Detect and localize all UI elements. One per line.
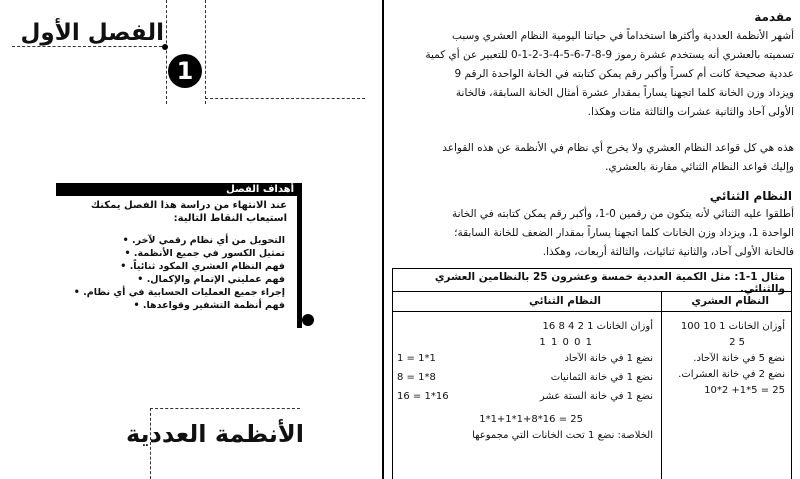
binary-heading: النظام الثنائي [709, 189, 792, 203]
decimal-column [665, 319, 785, 399]
binary-step-row [397, 370, 653, 389]
binary-weights: أوزان الخانات 1 2 4 8 16 [542, 321, 653, 332]
goals-list [65, 234, 285, 312]
text-line: الواحدة 1، ويزداد وزن الخانات كلما اتجهنا يساراً بمقدار الضعف للخانة السابقة؛ [454, 227, 794, 239]
goals-dot [302, 314, 314, 326]
guide-line [150, 408, 300, 409]
goal-item: إجراء جميع العمليات الحسابية في أي نظام. • [65, 286, 285, 299]
intro-heading: مقدمة [754, 10, 792, 24]
intro-paragraph [396, 27, 794, 122]
binary-step: نضع 1 في خانة الآحاد [564, 353, 653, 364]
text-line: أطلقوا عليه الثنائي لأنه يتكون من رقمين 0-1، وأكبر رقم يمكن كتابته في الخانة [451, 208, 794, 220]
binary-calc: 1*1 = 1 [397, 353, 436, 364]
text-line: هذه هي كل قواعد النظام العشري ولا يخرج أي نظام في الأنظمة عن هذه القواعد [442, 142, 794, 154]
text-line: ويزداد وزن الخانة كلما اتجهنا يساراً بمقدار عشرة أمثال الخانة السابقة، فالخانة [455, 87, 794, 99]
column-divider [661, 291, 662, 479]
right-page [382, 0, 800, 479]
binary-step: نضع 1 في خانة الستة عشر [539, 391, 653, 402]
decimal-sum: 25 = 5*1+ 2*10 [704, 385, 785, 396]
text-line: تسميته بالعشري أنه يستخدم عشرة رموز 9-8-7-6-5-4-3-2-1-0 للتعبير عن أي كمية [425, 49, 794, 61]
binary-digits: 1 0 0 1 1 [539, 337, 593, 348]
binary-conclusion: الخلاصة: نضع 1 تحت الخانات التي مجموعها [472, 430, 653, 441]
guide-line [205, 98, 365, 99]
binary-calc: 8*1 = 8 [397, 372, 436, 383]
goals-header: أهداف الفصل [56, 183, 302, 196]
binary-header: النظام الثنائي [529, 295, 601, 307]
text-line: الأولى آحاد والثانية عشرات والثالثة مئات وهكذا. [587, 106, 794, 118]
goal-item: التحويل من أي نظام رقمي لآخر. • [65, 234, 285, 247]
goal-item: فهم أنظمة التشفير وقواعدها. • [65, 299, 285, 312]
binary-paragraph [396, 205, 794, 262]
binary-calc: 16*1 = 16 [397, 391, 449, 402]
binary-sum: 25 = 16*1+8*1+1*1 [479, 414, 583, 425]
decimal-weights: أوزان الخانات 1 10 100 [680, 321, 785, 332]
goals-box [56, 196, 302, 328]
decimal-step: نضع 2 في خانة العشرات. [678, 369, 785, 380]
goals-intro: عند الانتهاء من دراسة هذا الفصل يمكنك استيعاب النقاط التالية: [90, 200, 287, 224]
text-line: عددية صحيحة كانت أم كسراً وأكبر رقم يمكن كتابته في الخانة الواحدة الرقم 9 [454, 68, 794, 80]
chapter-title: الفصل الأول [20, 20, 164, 46]
binary-step-row [397, 389, 653, 408]
binary-step-row [397, 351, 653, 370]
decimal-header: النظام العشري [691, 295, 769, 307]
intro-paragraph-2 [396, 139, 794, 177]
text-line: وإليك قواعد النظام الثنائي مقارنة بالعشري. [605, 161, 794, 173]
guide-line [166, 0, 167, 104]
binary-column [397, 319, 653, 444]
divider [393, 291, 791, 292]
subject-title: الأنظمة العددية [125, 420, 304, 448]
text-line: فالخانة الأولى آحاد، والثانية ثنائيات، والثالثة أربعات، وهكذا. [542, 246, 794, 258]
guide-line [12, 46, 162, 47]
decimal-step: نضع 5 في خانة الآحاد. [693, 353, 785, 364]
goal-item: فهم النظام العشري المكود ثنائياً. • [65, 260, 285, 273]
goal-item: تمثيل الكسور في جميع الأنظمة. • [65, 247, 285, 260]
chapter-number: 1 [168, 54, 202, 88]
goal-item: فهم عمليتي الإتمام والإكمال. • [65, 273, 285, 286]
example-caption: مثال 1-1: مثل الكمية العددية خمسة وعشرون 25 بالنظامين العشري والثنائي. [434, 271, 785, 295]
divider [393, 311, 791, 312]
decimal-digits: 5 2 [729, 337, 745, 348]
guide-line [205, 0, 206, 104]
left-page [0, 0, 376, 479]
binary-step: نضع 1 في خانة الثمانيات [550, 372, 653, 383]
example-table [392, 268, 792, 479]
text-line: أشهر الأنظمة العددية وأكثرها استخداماً في حياتنا اليومية النظام العشري وسبب [452, 30, 794, 42]
